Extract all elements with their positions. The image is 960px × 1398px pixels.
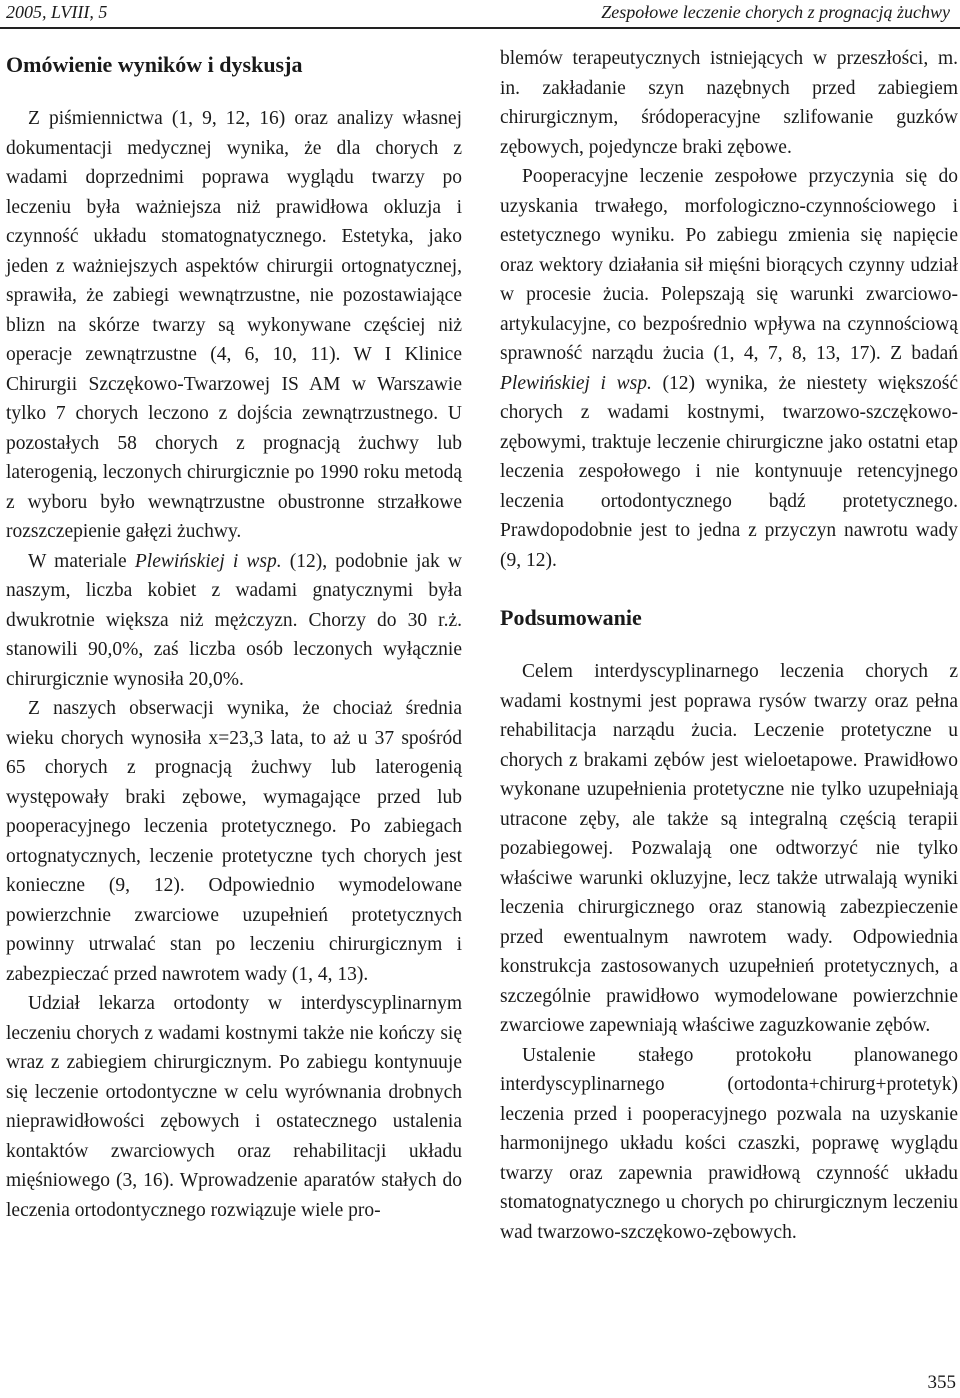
paragraph bbox=[6, 547, 462, 695]
running-header-left: 2005, LVIII, 5 bbox=[6, 2, 108, 22]
author-citation: Plewińskiej i wsp. bbox=[500, 372, 652, 394]
paragraph: Ustalenie stałego protokołu planowanego interdyscyplinarnego (ortodonta+chirurg+protetyk) leczenia przed i pooperacyjnego pozwala na uzyskanie harmonijnego układu kości czaszki, poprawę wyglądu twarzy oraz zapewnia prawidłową czynność układu stomatognatycznego u chorych po chirurgicznym leczeniu wad twarzowo-szczękowo-zębowych. bbox=[500, 1044, 958, 1243]
left-column bbox=[6, 40, 462, 1225]
paragraph-text: Pooperacyjne leczenie zespołowe przyczynia się do uzyskania trwałego, morfologiczno-czynnościowego i estetycznego wyniku. Po zabiegu zmienia się napięcie oraz wektory działania sił mięśni biorących czynny udział w procesie żucia. Polepszają się warunki zwarciowo-artykulacyjne, co bezpośrednio wpływa na czynnościową sprawność narządu żucia (1, 4, 7, 8, 13, 17). Z badań bbox=[500, 166, 958, 364]
paragraph-text: (12), podobnie jak w naszym, liczba kobiet z wadami gnatycznymi była dwukrotnie większa niż mężczyzn. Chorzy do 30 r.ż. stanowili 90,0%, zaś liczba osób leczonych wyłącznie chirurgicznie wynosiła 20,0%. bbox=[6, 550, 463, 690]
paragraph-continued: blemów terapeutycznych istniejących w przeszłości, m. in. zakładanie szyn nazębnych przed zabiegiem chirurgicznym, śródoperacyjne szlifowanie guzków zębowych, pojedyncze braki zębowe. bbox=[500, 48, 958, 158]
header-rule bbox=[0, 27, 960, 29]
section-heading-summary: Podsumowanie bbox=[500, 605, 642, 630]
right-column bbox=[500, 44, 958, 1247]
running-header-right: Zespołowe leczenie chorych z prognacją żuchwy bbox=[601, 2, 950, 22]
paragraph bbox=[500, 162, 958, 575]
paragraph: Z naszych obserwacji wynika, że chociaż średnia wieku chorych wynosiła x=23,3 lata, to aż u 37 spośród 65 chorych z prognacją żuchwy lub laterogenią występowały braki zębowe, wymagające przed lub pooperacyjnego leczenia protetycznego. Po zabiegach ortognatycznych, leczenie protetyczne tych chorych jest konieczne (9, 12). Odpowiednio wymodelowane powierzchnie zwarciowe uzupełnień protetycznych powinny utrwalać stan po leczeniu chirurgicznym i zabezpieczać przed nawrotem wady (1, 4, 13). bbox=[6, 698, 462, 985]
paragraph-text: (12) wynika, że niestety większość chorych z wadami kostnymi, twarzowo-szczękowo-zębowymi, traktuje leczenie chirurgiczne jako ostatni etap leczenia zespołowego i nie kontynuuje retencyjnego leczenia ortodontycznego bądź protetycznego. Prawdopodobnie jest to jedna z przyczyn nawrotu wady (9, 12). bbox=[500, 372, 958, 571]
page-number: 355 bbox=[927, 1372, 956, 1393]
paragraph-text: W materiale bbox=[28, 550, 135, 572]
paragraph: Z piśmiennictwa (1, 9, 12, 16) oraz analizy własnej dokumentacji medycznej wynika, że dla chorych z wadami doprzednimi poprawa wyglądu twarzy po leczeniu była ważniejsza niż prawidłowa okluzja i czynność układu stomatognatycznego. Estetyka, jako jeden z ważniejszych aspektów chirurgii ortognatycznej, sprawiła, że zabiegi wewnątrzustne, nie pozostawiające blizn na skórze twarzy są wykonywane częściej niż operacje zewnątrzustne (4, 6, 10, 11). W I Klinice Chirurgii Szczękowo-Twarzowej IS AM w Warszawie tylko 7 chorych leczono z dojścia zewnątrzustnego. U pozostałych 58 chorych z prognacją żuchwy lub laterogenią, leczonych chirurgicznie po 1990 roku metodą z wyboru było wewnątrzustne obustronne strzałkowe rozszczepienie gałęzi żuchwy. bbox=[6, 108, 462, 542]
paragraph: Celem interdyscyplinarnego leczenia chorych z wadami kostnymi jest poprawa rysów twarzy oraz pełna rehabilitacja narządu żucia. Leczenie protetyczne u chorych z brakami zębów jest wieloetapowe. Prawidłowo wykonane uzupełnienia protetyczne nie tylko uzupełniają utracone zęby, ale także są integralną częścią terapii pozabiegowej. Pozwalają one odtworzyć nie tylko właściwe warunki okluzyjne, lecz także utrwalają wyniki leczenia chirurgicznego oraz stanowią zabezpieczenie przed ewentualnym nawrotem wady. Odpowiednia konstrukcja zastosowanych uzupełnień protetycznych, a szczególnie prawidłowo wymodelowane powierzchnie zwarciowe zapewniają właściwe zaguzkowanie zębów. bbox=[500, 661, 958, 1036]
author-citation: Plewińskiej i wsp. bbox=[134, 550, 282, 572]
section-heading-discussion: Omówienie wyników i dyskusja bbox=[6, 52, 303, 77]
paragraph: Udział lekarza ortodonty w interdyscyplinarnym leczeniu chorych z wadami kostnymi także nie kończy się wraz z zabiegiem chirurgicznym. Po zabiegu kontynuuje się leczenie ortodontyczne w celu wyrównania drobnych nieprawidłowości zębowych i ostatecznego ustalenia kontaktów zwarciowych oraz rehabilitacji układu mięśniowego (3, 16). Wprowadzenie aparatów stałych do leczenia ortodontycznego rozwiązuje wiele pro- bbox=[6, 993, 462, 1221]
